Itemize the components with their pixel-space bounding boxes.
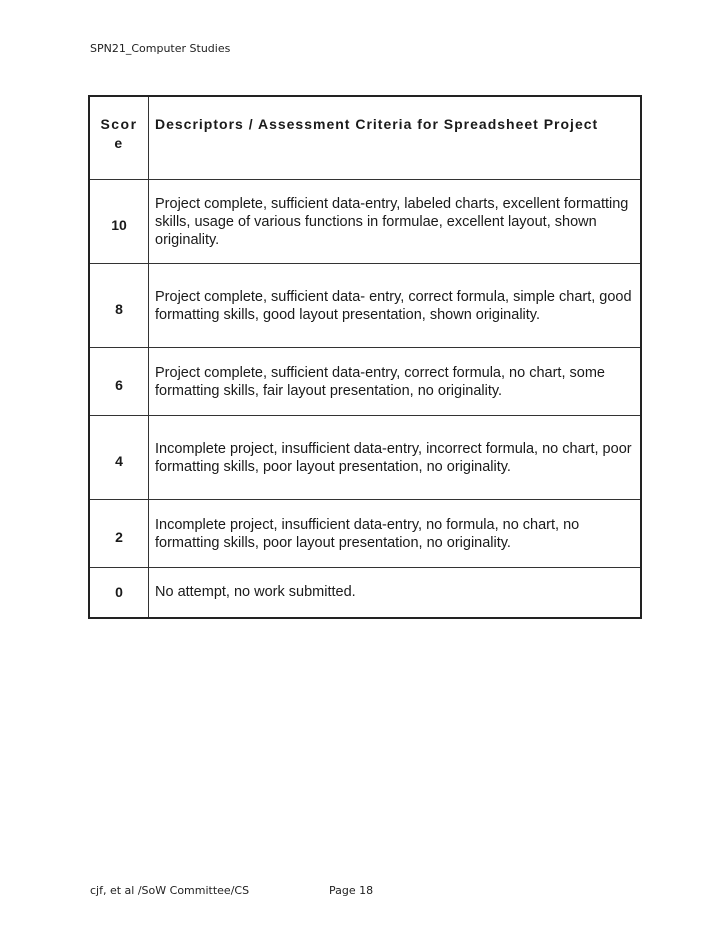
table-row [89,180,641,264]
descriptor-cell: Incomplete project, insufficient data-entry, no formula, no chart, no formatting skills, poor layout presentation, no originality. [149,500,642,568]
score-cell: 8 [89,264,149,348]
descriptor-cell: Project complete, sufficient data-entry, labeled charts, excellent formatting skills, usage of various functions in formulae, excellent layout, shown originality. [149,180,642,264]
descriptor-cell: Incomplete project, insufficient data-entry, incorrect formula, no chart, poor formatting skills, poor layout presentation, no originality. [149,416,642,500]
score-header-label: Score [100,116,138,151]
table-row [89,416,641,500]
descriptor-cell: Project complete, sufficient data- entry, correct formula, simple chart, good formatting skills, good layout presentation, shown originality. [149,264,642,348]
table-row [89,500,641,568]
table-header-row [89,96,641,180]
footer-page-number: Page 18 [329,884,374,897]
score-cell: 10 [89,180,149,264]
descriptor-cell: No attempt, no work submitted. [149,568,642,618]
descriptor-cell: Project complete, sufficient data-entry, correct formula, no chart, some formatting skills, fair layout presentation, no originality. [149,348,642,416]
score-cell: 0 [89,568,149,618]
table-row [89,568,641,618]
document-header: SPN21_Computer Studies [90,42,231,55]
table-row [89,264,641,348]
score-cell: 4 [89,416,149,500]
footer-author: cjf, et al /SoW Committee/CS [90,884,250,897]
score-cell: 2 [89,500,149,568]
score-cell: 6 [89,348,149,416]
table-row [89,348,641,416]
rubric-table [88,95,642,619]
score-column-header [89,96,149,180]
descriptor-column-header: Descriptors / Assessment Criteria for Spreadsheet Project [149,96,642,180]
